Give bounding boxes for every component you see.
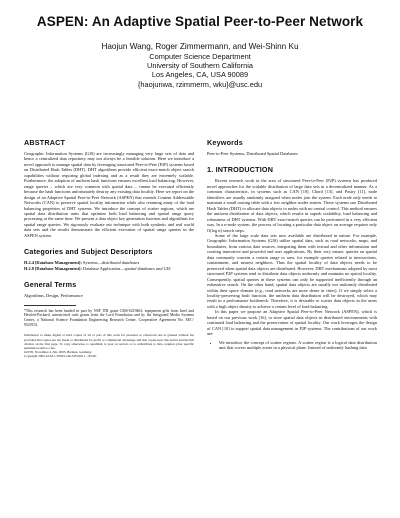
categories-heading: Categories and Subject Descriptors	[24, 247, 153, 257]
author-city: Los Angeles, CA, USA 90089	[151, 70, 249, 80]
footnote-rule	[24, 305, 76, 306]
category-2-code: H.2.8 [Database Management]:	[24, 265, 82, 271]
category-line-2	[24, 266, 194, 271]
left-column	[24, 138, 194, 358]
contribution-item: • We introduce the concept of scatter regions. A scatter region is a logical data distribution unit that covers multiple zones in a physical plane. Instead of uniformly hashing data	[219, 340, 377, 351]
contributions-list	[207, 340, 377, 351]
general-terms-text: Algorithms, Design, Performance	[24, 293, 83, 299]
funding-footnote: *This research has been funded in part by NSF ITR grant CMS-0219463, equipment gifts from Intel and Hewlett-Packard, unrestricted cash grants from the Lord Foundation and by the Integrated Media Systems Center, a National Science Foundation Engineering Research Center, Cooperative Agreement No. EEC-9529152.	[24, 308, 194, 327]
abstract-text: Geographic Information Systems (GIS) are increasingly managing very large sets of data and hence a centralized data repository may not always be a feasible solution. Here we introduce a novel approach to manage spatial data by leveraging structured Peer-to-Peer (P2P) systems based on Distributed Hash Tables (DHT). DHT algorithms provide efficient exact-match object search capabilities without requiring global indexing and as a result they are extremely scalable. Furthermore, the adoption of uniform hash functions ensures excellent load balancing. However, range queries – which are very common with spatial data – cannot be executed efficiently because the hash functions unfortunately destroy any existing data locality. Here we report on the design of an Adaptive Spatial Peer-to-Peer Network (ASPEN) that extends Content Addressable Networks (CAN) to preserve spatial locality information while also retaining many of the load balancing properties of DHT systems. We introduce the concept of scatter regions, which are spatial data distribution units that optimize both load balancing and spatial range query processing at the same time. We present a data object key generation function and algorithms for spatial range queries. We rigorously evaluate our technique with both synthetic and real world data sets and the results demonstrate the efficient execution of spatial range queries in the ASPEN system.	[24, 151, 194, 238]
paper-title: ASPEN: An Adaptive Spatial Peer-to-Peer Network	[36, 14, 364, 29]
category-1-rest: Systems—	[83, 260, 102, 266]
intro-paragraph-3: In this paper we propose an Adaptive Spatial Peer-to-Peer Network (ASPEN), which is based on our previous work [16], to store spatial data objects in distributed environments with continued load balancing and the preservation of spatial locality. Our work leverages the design of CAN [10] to support spatial data management in P2P systems. The contributions of our work are:	[207, 309, 377, 337]
keywords-text: Peer-to-Peer Systems, Distributed Spatial Databases	[207, 151, 298, 156]
venue-notice: GIS'05, November 4–5th, 2005, Bremen, Germany.	[24, 349, 92, 354]
category-1-code: H.2.4 [Database Management]:	[24, 260, 82, 266]
category-2-rest: Database Application—	[83, 265, 125, 271]
intro-paragraph-1: Recent research work in the area of structured Peer-to-Peer (P2P) systems has produced novel approaches for the scalable distribution of large data sets in a decentralized manner. As a common characteristic, in systems such as CAN [10], Chord [13], and Pastry [11], node identifiers are usually randomly assigned when nodes join the system. Each node only needs to maintain a small routing table with a few neighbor nodes entries. These systems use Distributed Hash Tables (DHT) to allocate data objects to nodes with no central control. This method ensures the uniform distribution of data objects, which results in superb scalability, load balancing and robustness of DHT systems. With DHT exact-match queries can be performed in a very efficient way. In a n-node system, the process of locating a particular data object on average requires only O(log n) search steps.	[207, 178, 377, 233]
keywords-heading: Keywords	[207, 138, 243, 147]
author-university: University of Southern California	[147, 61, 253, 71]
author-block	[0, 42, 400, 89]
abstract-heading: ABSTRACT	[24, 138, 66, 147]
copyright-notice: Copyright 2005 ACM 1-59593-146-5/05/0011 ...$5.00.	[24, 353, 97, 358]
category-2-italic: spatial databases and GIS	[124, 265, 171, 271]
permission-notice: Permission to make digital or hard copies of all or part of this work for personal or classroom use is granted without fee provided that copies are not made or distributed for profit or commercial advantage and that copies bear this notice and the full citation on the first page. To copy otherwise, to republish, to post on servers or to redistribute to lists, requires prior specific permission and/or a fee.	[24, 333, 194, 350]
right-column	[207, 138, 377, 351]
intro-paragraph-2: Some of the large scale data sets now available are distributed in nature. For example, Geographic Information Systems (GIS) utilize spatial data, such as road networks, maps, and boundaries, from various data sources, integrating them with textual and other information and creating innovative and powerful end user applications. By their very nature, queries on spatial data commonly concern a certain range or area, for example queries related to intersections, containment, and nearest neighbors. Thus the spatial locality of data objects needs to be preserved when spatial data objects are distributed. However, DHT mechanisms adopted by most structured P2P systems tend to distribute data objects uniformly and maintain no spatial locality. Consequently, spatial queries in these systems can only be supported inefficiently through an exhaustive search. On the other hand, spatial data objects are usually not uniformly distributed within their space domain (e.g., road networks are more dense in cities). If we simply select a locality-preserving hash function, the uniform data distribution will be destroyed, which may result in a performance bottleneck. Therefore, it is desirable to scatter data objects in the areas with a high object density to achieve a certain level of load balancing.	[207, 232, 377, 309]
author-emails: {haojunwa, rzimmerm, wku}@usc.edu	[137, 79, 263, 89]
general-terms-heading: General Terms	[24, 280, 77, 290]
introduction-heading: 1. INTRODUCTION	[207, 165, 274, 175]
author-names: Haojun Wang, Roger Zimmermann, and Wei-Shinn Ku	[101, 42, 299, 51]
category-1-italic: distributed databases	[101, 260, 140, 266]
author-department: Computer Science Department	[149, 52, 251, 61]
